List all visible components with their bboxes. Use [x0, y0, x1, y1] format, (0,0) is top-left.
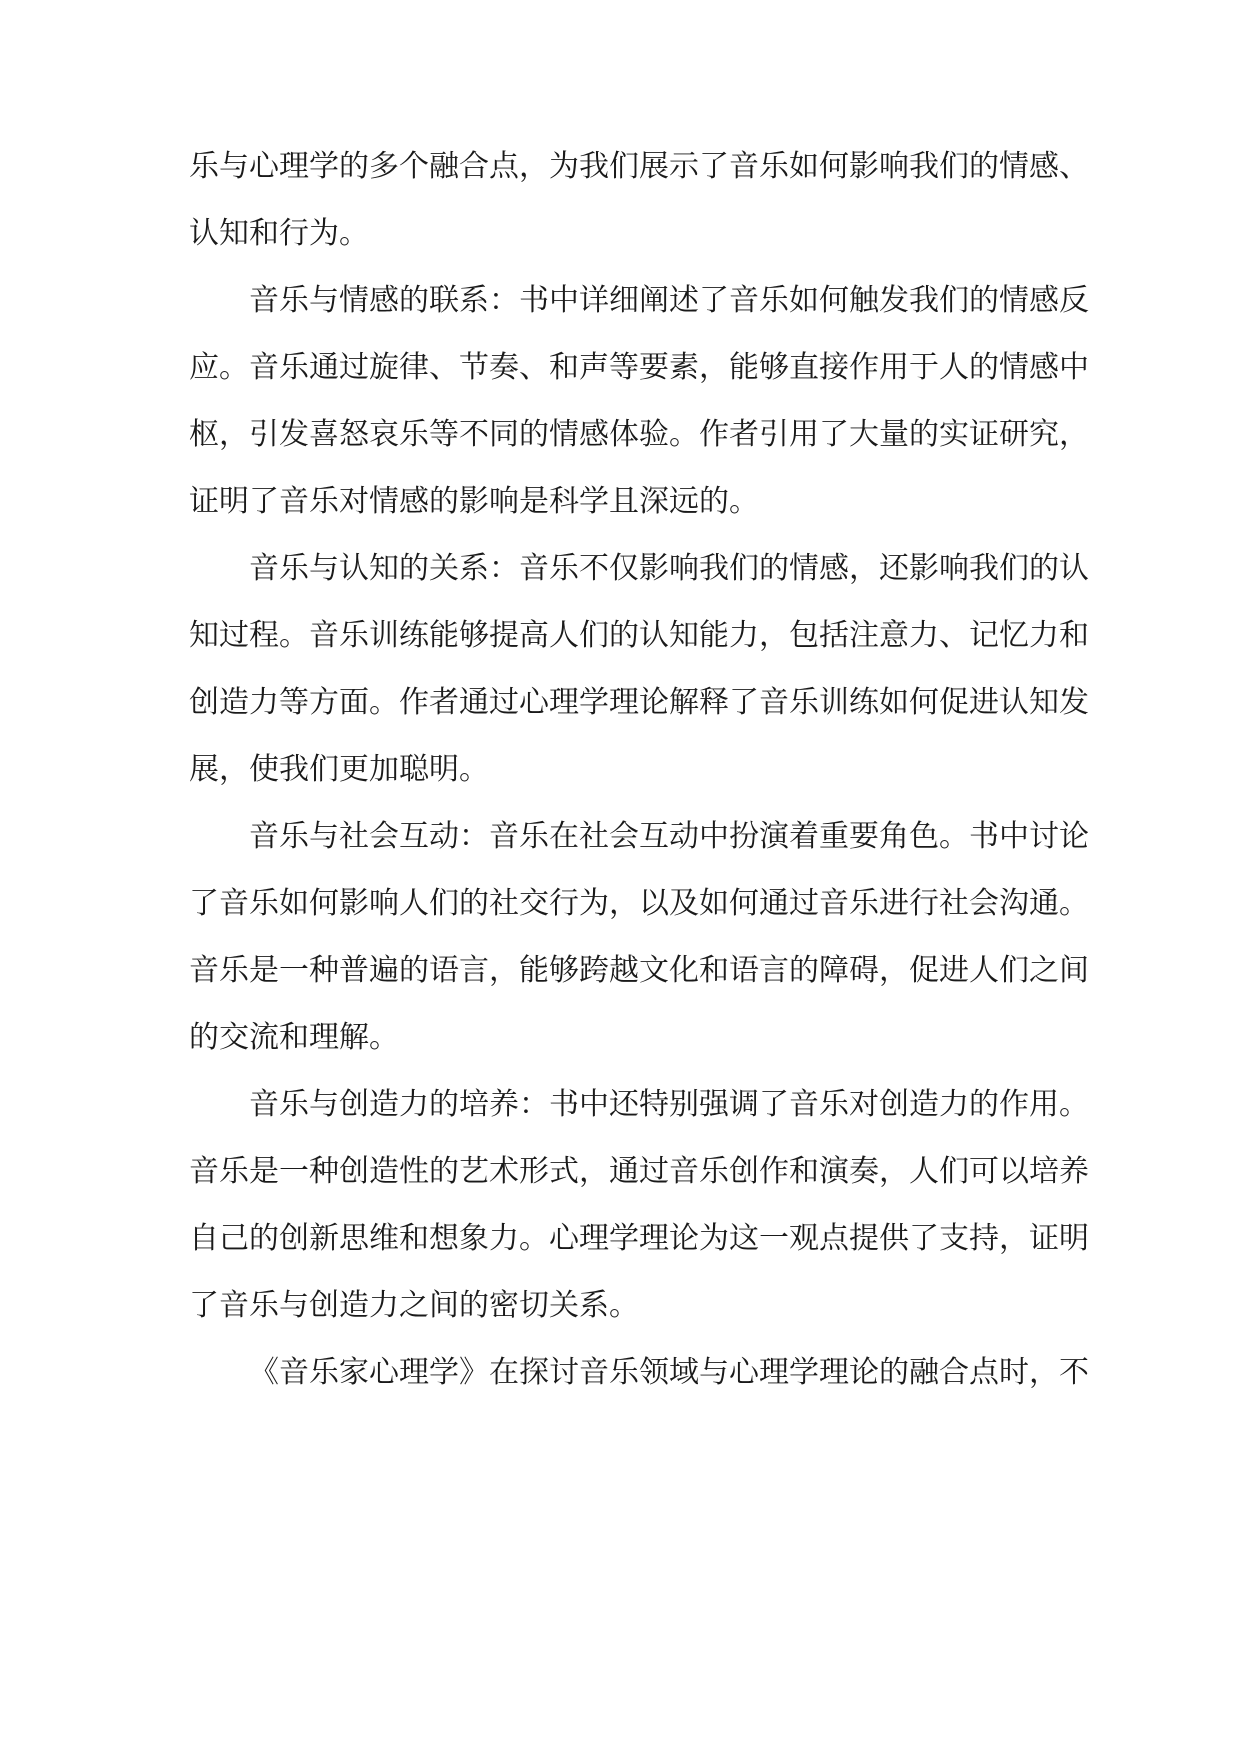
- text-line: 乐与心理学的多个融合点，为我们展示了音乐如何影响我们的情感、: [189, 149, 1089, 184]
- text-line: 自己的创新思维和想象力。心理学理论为这一观点提供了支持，证明: [189, 1221, 1089, 1256]
- paragraph-music-emotion: [189, 267, 1089, 535]
- text-line: 应。音乐通过旋律、节奏、和声等要素，能够直接作用于人的情感中: [189, 350, 1089, 385]
- text-line: 音乐是一种创造性的艺术形式，通过音乐创作和演奏，人们可以培养: [189, 1154, 1089, 1189]
- text-line: 创造力等方面。作者通过心理学理论解释了音乐训练如何促进认知发: [189, 685, 1089, 720]
- text-line: 的交流和理解。: [189, 1020, 399, 1055]
- paragraph-music-creativity: [189, 1071, 1089, 1339]
- text-line: 音乐与认知的关系：音乐不仅影响我们的情感，还影响我们的认: [249, 551, 1089, 586]
- text-line: 《音乐家心理学》在探讨音乐领域与心理学理论的融合点时，不: [249, 1355, 1089, 1390]
- text-line: 音乐是一种普遍的语言，能够跨越文化和语言的障碍，促进人们之间: [189, 953, 1089, 988]
- paragraph-music-social: [189, 803, 1089, 1071]
- body-text: [189, 133, 1089, 1406]
- text-line: 音乐与情感的联系：书中详细阐述了音乐如何触发我们的情感反: [249, 283, 1089, 318]
- text-line: 知过程。音乐训练能够提高人们的认知能力，包括注意力、记忆力和: [189, 618, 1089, 653]
- text-line: 了音乐如何影响人们的社交行为，以及如何通过音乐进行社会沟通。: [189, 886, 1089, 921]
- text-line: 枢，引发喜怒哀乐等不同的情感体验。作者引用了大量的实证研究，: [189, 417, 1089, 452]
- text-line: 音乐与创造力的培养：书中还特别强调了音乐对创造力的作用。: [249, 1087, 1089, 1122]
- text-line: 认知和行为。: [189, 216, 369, 251]
- paragraph-book-summary: [189, 1339, 1089, 1406]
- text-line: 展，使我们更加聪明。: [189, 752, 489, 787]
- text-line: 了音乐与创造力之间的密切关系。: [189, 1288, 639, 1323]
- text-line: 音乐与社会互动：音乐在社会互动中扮演着重要角色。书中讨论: [249, 819, 1089, 854]
- paragraph-music-cognition: [189, 535, 1089, 803]
- text-line: 证明了音乐对情感的影响是科学且深远的。: [189, 484, 759, 519]
- paragraph-intro-continued: [189, 133, 1089, 267]
